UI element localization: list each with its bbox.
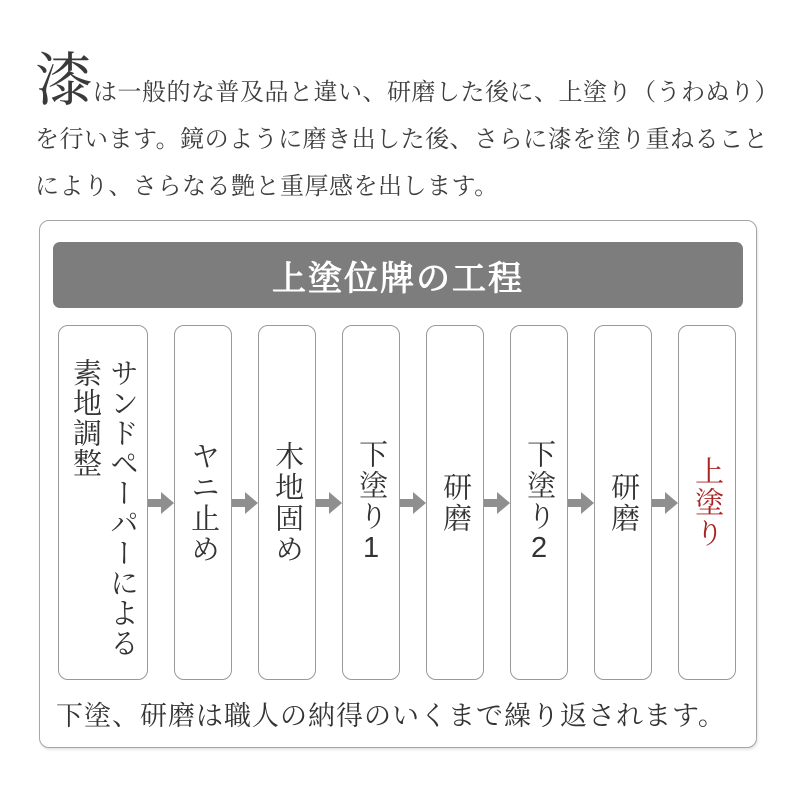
step-label xyxy=(521,439,557,566)
step-label xyxy=(66,358,140,658)
intro-line-1 xyxy=(35,46,780,116)
flow-step-undercoat-1 xyxy=(342,325,400,680)
arrow-right-icon xyxy=(652,492,678,514)
flow-step-base-preparation xyxy=(58,325,148,680)
step-label-text: 下塗り xyxy=(355,439,388,532)
dropcap-urushi: 漆 xyxy=(35,46,94,114)
flow-step-topcoat xyxy=(678,325,736,680)
step-label-text: 下塗り xyxy=(523,439,556,532)
arrow-right-icon xyxy=(400,492,426,514)
intro-line-2: を行います。鏡のように磨き出した後、さらに漆を塗り重ねること xyxy=(35,125,769,153)
step-label-number: 1 xyxy=(355,532,388,566)
step-label: 研磨 xyxy=(607,471,640,534)
flow-step-wood-hardening xyxy=(258,325,316,680)
intro-line-3: により、さらなる艶と重厚感を出します。 xyxy=(35,172,499,200)
panel-title-bar xyxy=(53,242,743,308)
step-label-number: 2 xyxy=(523,532,556,566)
step-label-line: 素地調整 xyxy=(69,358,101,478)
flow-step-resin-sealing xyxy=(174,325,232,680)
panel-footer-note: 下塗、研磨は職人の納得のいくまで繰り返されます。 xyxy=(56,701,726,731)
step-label: 研磨 xyxy=(439,471,472,534)
step-label: 木地固め xyxy=(271,440,304,565)
arrow-right-icon xyxy=(316,492,342,514)
flow-step-polishing-1 xyxy=(426,325,484,680)
arrow-right-icon xyxy=(232,492,258,514)
flow-step-undercoat-2 xyxy=(510,325,568,680)
intro-line-1-text: は一般的な普及品と違い、研磨した後に、上塗り（うわぬり） xyxy=(93,78,780,106)
step-label: ヤニ止め xyxy=(187,440,220,565)
arrow-right-icon xyxy=(148,492,174,514)
step-label: 上塗り xyxy=(691,456,724,549)
flow-diagram xyxy=(58,325,736,680)
process-panel xyxy=(39,220,757,748)
intro-paragraph xyxy=(35,46,780,210)
step-label-line: サンドペーパーによる xyxy=(106,358,138,658)
arrow-right-icon xyxy=(484,492,510,514)
panel-title: 上塗位牌の工程 xyxy=(272,259,524,298)
arrow-right-icon xyxy=(568,492,594,514)
step-label xyxy=(353,439,389,566)
flow-step-polishing-2 xyxy=(594,325,652,680)
